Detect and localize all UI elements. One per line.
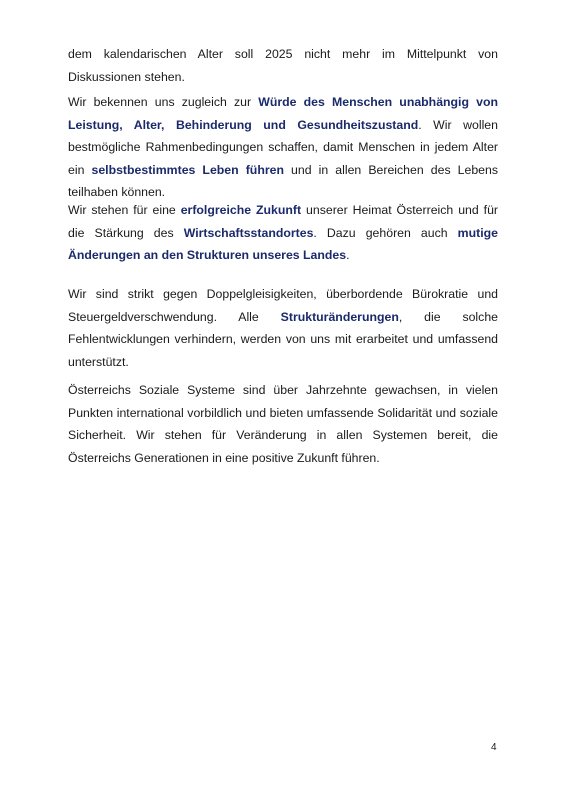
highlight-strukturaenderungen: Strukturänderungen <box>280 309 399 324</box>
paragraph-3-text-c: . Dazu gehören auch <box>313 225 458 240</box>
paragraph-3-text-b: unserer Heimat Österreich und für die Stärkung des <box>68 203 499 240</box>
paragraph-3-text-a: Wir stehen für eine <box>68 203 181 217</box>
paragraph-2-text-a: Wir bekennen uns zugleich zur <box>68 95 259 109</box>
paragraph-1 <box>68 43 498 88</box>
highlight-mutige-aenderungen: mutige Änderungen an den Strukturen unseres Landes <box>68 225 498 262</box>
paragraph-1-text: dem kalendarischen Alter soll 2025 nicht mehr im Mittelpunkt von Diskussionen stehen. <box>68 47 498 84</box>
paragraph-2-text-c: und in allen Bereichen des Lebens teilhaben können. <box>68 162 499 199</box>
paragraph-2 <box>68 91 498 204</box>
paragraph-4-text-b: , die solche Fehlentwicklungen verhindern, werden von uns mit erarbeitet und umfassend unterstützt. <box>68 309 498 369</box>
paragraph-5 <box>68 379 498 469</box>
paragraph-3-text-d: . <box>346 248 350 262</box>
paragraph-5-text: Österreichs Soziale Systeme sind über Jahrzehnte gewachsen, in vielen Punkten international vorbildlich und bieten umfassende Solidarität und soziale Sicherheit. Wir stehen für Veränderung in allen Systemen bereit, die Österreichs Generationen in eine positive Zukunft führen. <box>68 383 498 465</box>
paragraph-3 <box>68 199 498 267</box>
paragraph-4-text-a: Wir sind strikt gegen Doppelgleisigkeiten, überbordende Bürokratie und Steuergeldverschwendung. Alle <box>68 287 498 324</box>
highlight-wirtschaftsstandort: Wirtschaftsstandortes <box>183 225 314 240</box>
highlight-wuerde-des-menschen: Würde des Menschen unabhängig von Leistung, Alter, Behinderung und Gesundheitszustand <box>68 95 499 132</box>
highlight-erfolgreiche-zukunft: erfolgreiche Zukunft <box>180 203 302 217</box>
highlight-selbstbestimmtes-leben: selbstbestimmtes Leben führen <box>91 162 284 177</box>
page-number: 4 <box>491 742 497 753</box>
paragraph-4 <box>68 283 498 373</box>
paragraph-2-text-b: . Wir wollen bestmögliche Rahmenbedingungen schaffen, damit Menschen in jedem Alter ein <box>68 117 498 177</box>
